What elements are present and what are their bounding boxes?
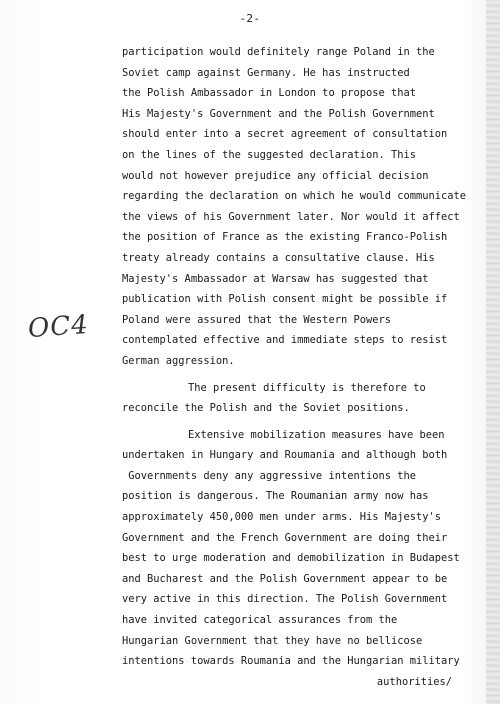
text-line: Soviet camp against Germany. He has instructed (122, 66, 410, 79)
text-line: would not however prejudice any official decision (122, 169, 429, 182)
text-line: regarding the declaration on which he would communicate (122, 190, 467, 203)
text-line: German aggression. (122, 354, 235, 367)
paragraph (122, 42, 467, 372)
text-line: Extensive mobilization measures have been (188, 428, 445, 441)
text-line: intentions towards Roumania and the Hungarian military (122, 655, 460, 668)
text-line: very active in this direction. The Polish Government (122, 593, 448, 606)
paragraph (122, 378, 462, 419)
page-number: -2- (239, 12, 261, 25)
text-line: Hungarian Government that they have no bellicose (122, 634, 423, 647)
text-line: contemplated effective and immediate steps to resist (122, 334, 448, 347)
text-line: treaty already contains a consultative clause. His (122, 251, 435, 264)
handwritten-margin-note: OC4 (27, 309, 90, 345)
text-line: on the lines of the suggested declaration. This (122, 148, 417, 161)
text-line: The present difficulty is therefore to (188, 381, 426, 394)
text-line: and Bucharest and the Polish Government appear to be (122, 572, 448, 585)
text-line: position is dangerous. The Roumanian army now has (122, 490, 429, 503)
text-line: should enter into a secret agreement of consultation (122, 128, 448, 141)
text-line: the position of France as the existing Franco-Polish (122, 231, 448, 244)
catchword: authorities/ (376, 675, 452, 688)
body-text (122, 42, 467, 692)
text-line: Governments deny any aggressive intentions the (122, 469, 417, 482)
text-line: approximately 450,000 men under arms. His Majesty's (122, 511, 442, 524)
paragraph (122, 425, 462, 672)
text-line: reconcile the Polish and the Soviet positions. (122, 402, 410, 415)
text-line: best to urge moderation and demobilization in Budapest (122, 552, 460, 565)
text-line: the Polish Ambassador in London to propose that (122, 87, 417, 100)
text-line: Poland were assured that the Western Powers (122, 313, 391, 326)
text-line: participation would definitely range Poland in the (122, 46, 435, 58)
text-line: undertaken in Hungary and Roumania and although both (122, 449, 448, 462)
page-edge-shadow (486, 0, 500, 704)
text-line: the views of his Government later. Nor would it affect (122, 210, 460, 223)
text-line: Government and the French Government are doing their (122, 531, 448, 544)
text-line: publication with Polish consent might be possible if (122, 293, 448, 306)
text-line: His Majesty's Government and the Polish Government (122, 107, 435, 120)
text-line: have invited categorical assurances from the (122, 614, 398, 627)
text-line: Majesty's Ambassador at Warsaw has suggested that (122, 272, 429, 285)
